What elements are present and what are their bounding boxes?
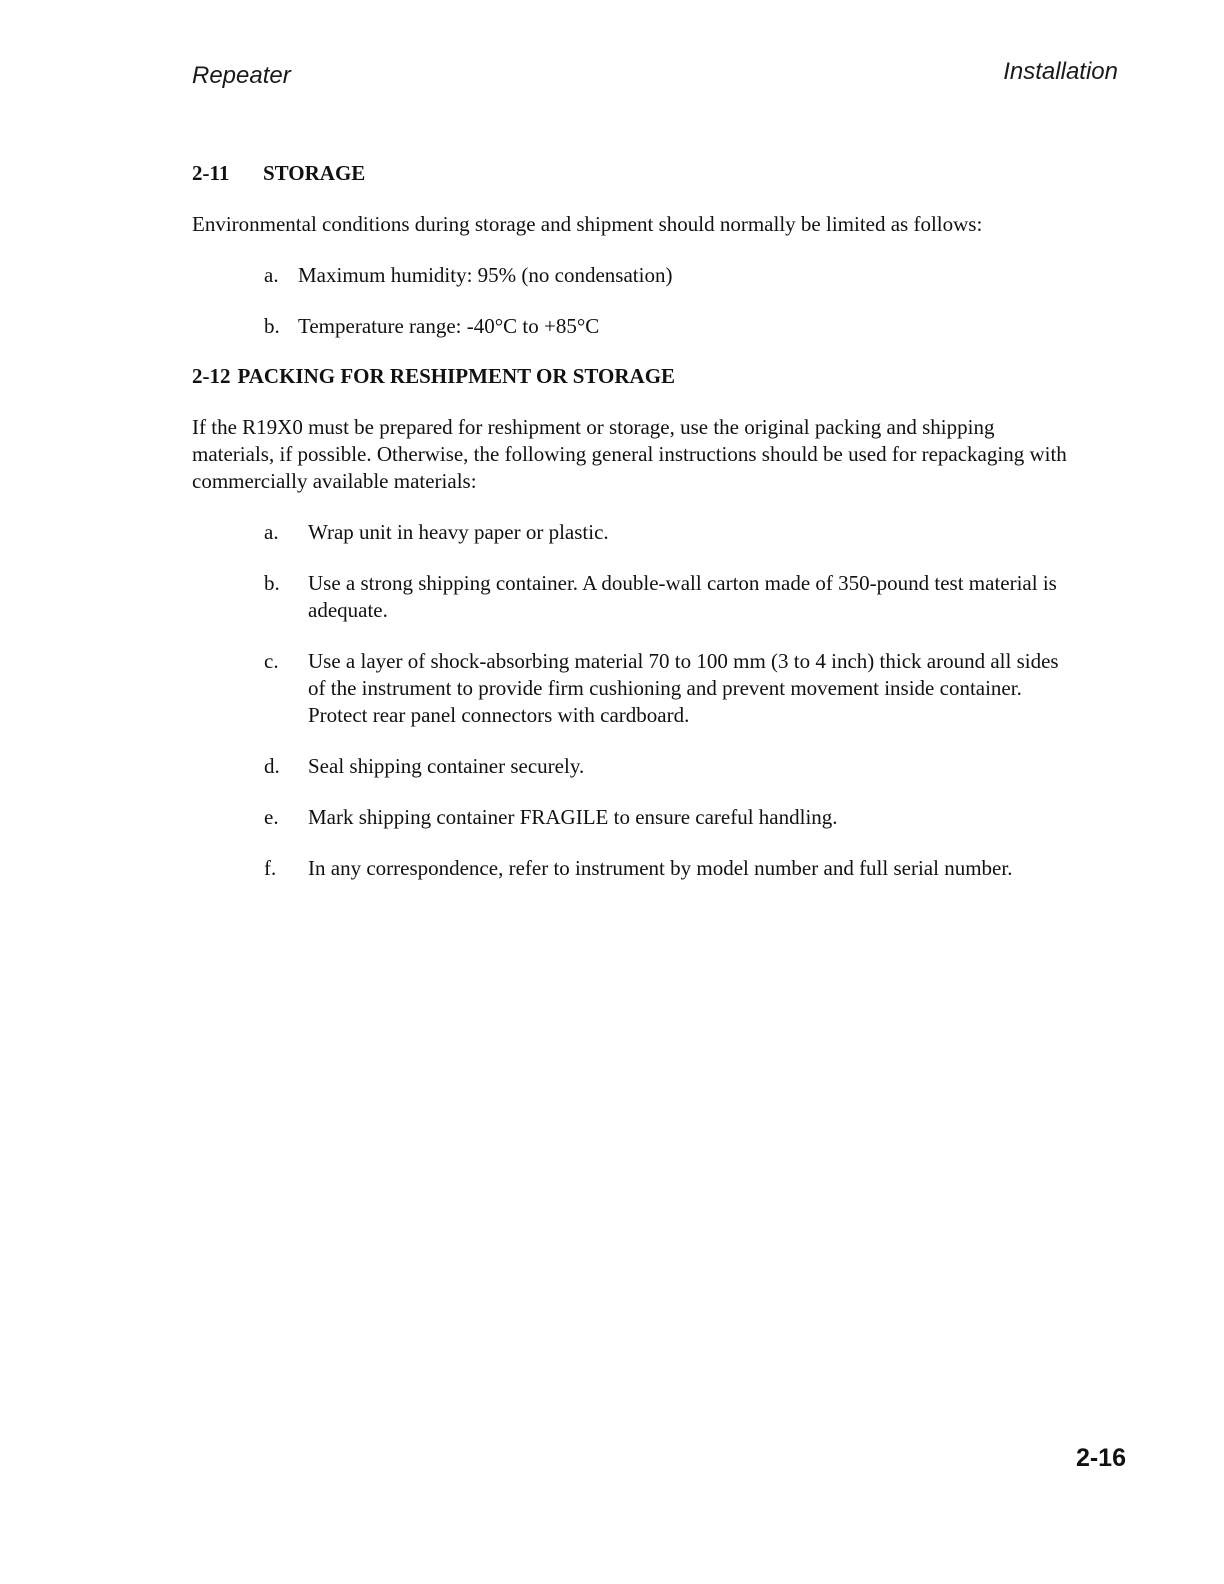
list-item bbox=[192, 804, 1072, 831]
running-header-right: Installation bbox=[1003, 58, 1118, 85]
list-item bbox=[192, 313, 1072, 340]
packing-instructions-list bbox=[192, 519, 1072, 882]
section-heading-packing bbox=[192, 363, 1072, 390]
list-item-text: Seal shipping container securely. bbox=[308, 754, 585, 778]
list-item-letter: a. bbox=[264, 520, 279, 544]
list-item-text: Wrap unit in heavy paper or plastic. bbox=[308, 520, 609, 544]
list-item-letter: a. bbox=[264, 263, 279, 287]
section-title: PACKING FOR RESHIPMENT OR STORAGE bbox=[237, 364, 676, 388]
list-item-text: In any correspondence, refer to instrument by model number and full serial number. bbox=[308, 856, 1013, 880]
list-item-letter: b. bbox=[264, 314, 280, 338]
list-item-text: Mark shipping container FRAGILE to ensure careful handling. bbox=[308, 805, 838, 829]
running-header-left: Repeater bbox=[192, 62, 291, 89]
list-item-text: Temperature range: -40°C to +85°C bbox=[298, 314, 600, 338]
storage-conditions-list bbox=[192, 262, 1072, 340]
list-item bbox=[192, 855, 1072, 882]
list-item-letter: c. bbox=[264, 649, 279, 673]
list-item-letter: b. bbox=[264, 571, 280, 595]
list-item-letter: e. bbox=[264, 805, 279, 829]
section-number: 2-12 bbox=[192, 364, 231, 388]
page-body bbox=[192, 160, 1072, 882]
list-item bbox=[192, 570, 1072, 624]
storage-intro-paragraph: Environmental conditions during storage and shipment should normally be limited as follows: bbox=[192, 212, 983, 236]
list-item bbox=[192, 648, 1072, 729]
list-item-letter: d. bbox=[264, 754, 280, 778]
list-item-text: Maximum humidity: 95% (no condensation) bbox=[298, 263, 673, 287]
packing-intro-paragraph: If the R19X0 must be prepared for reshipment or storage, use the original packing and shipping materials, if possible. Otherwise, the following general instructions should be used for repackaging with commercially available materials: bbox=[192, 415, 1067, 493]
section-heading-storage bbox=[192, 160, 1072, 187]
page-number: 2-16 bbox=[1075, 1444, 1126, 1472]
list-item-text: Use a layer of shock-absorbing material 70 to 100 mm (3 to 4 inch) thick around all sides of the instrument to provide firm cushioning and prevent movement inside container. Protect rear panel connectors with cardboard. bbox=[308, 649, 1059, 727]
list-item-letter: f. bbox=[264, 856, 277, 880]
list-item bbox=[192, 519, 1072, 546]
list-item bbox=[192, 262, 1072, 289]
section-number: 2-11 bbox=[192, 161, 230, 185]
list-item bbox=[192, 753, 1072, 780]
section-title: STORAGE bbox=[263, 161, 366, 185]
list-item-text: Use a strong shipping container. A double-wall carton made of 350-pound test material is adequate. bbox=[308, 571, 1057, 622]
